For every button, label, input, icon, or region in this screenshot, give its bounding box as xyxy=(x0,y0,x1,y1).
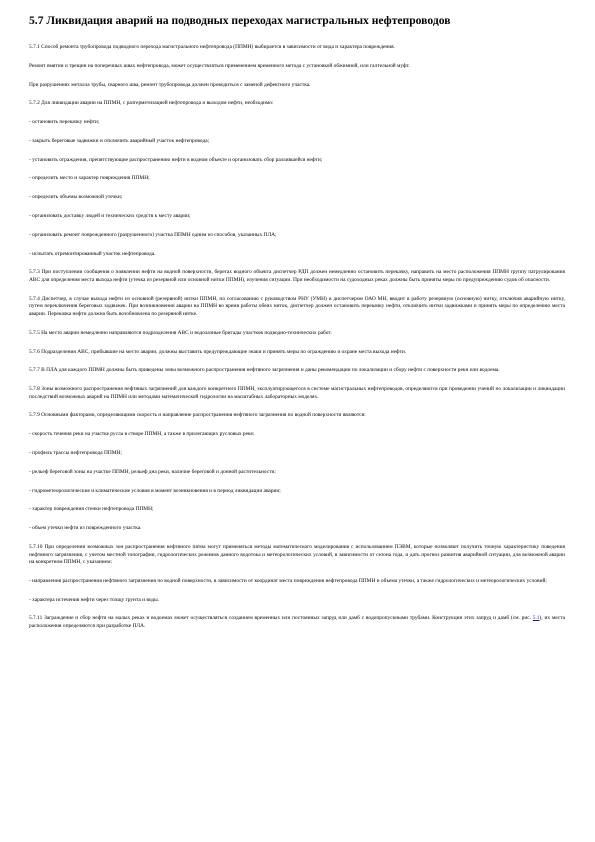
figure-5-1-link[interactable]: 5.1 xyxy=(532,615,540,622)
list-item: - характер повреждения стенки нефтепровода ППМН; xyxy=(29,506,154,513)
list-item: - определить место и характер повреждения ППМН; xyxy=(29,175,150,182)
list-item: - закрыть береговые задвижки и отключить аварийный участок нефтепровода; xyxy=(29,137,210,144)
paragraph-pipe-rupture: При разрушениях металла трубы, сварного шва, ремонт трубопровода должен проводиться с заменой дефектного участка. xyxy=(29,81,311,88)
paragraph-5-7-8: 5.7.8 Зоны возможного распространения нефтяных загрязнений для каждого конкретного ППМН, эксплуатирующегося в системе магистральных нефтепроводов, определяются при проведении учений по локализации и ликвидации последствий возможных аварий на ППМН или методами математической гидрологии на масштабных лабораторных моделях. xyxy=(29,386,565,400)
paragraph-5-7-10: 5.7.10 При определении возможных зон распространения нефтяного пятна могут применяться методы математического моделирования с использованием ПЭВМ, которые позволяют получить точную характеристику поведения нефтяного загрязнения, с учетом местной топографии, гидрологических режимов данного водотока и метеорологических условий, в зависимости от сезона года, и дать прогноз развития аварийной ситуации, для возможной аварии на конкретном ППМН, с указанием: xyxy=(29,543,565,566)
list-item: - определить объемы возможной утечки; xyxy=(29,194,123,201)
list-item: - скорость течения реки на участке русла в створе ППМН, а также в прилегающих русловых реке; xyxy=(29,431,255,438)
paragraph-5-7-6: 5.7.6 Подразделения АВС, прибывшие на место аварии, должны выставить предупреждающие знаки и принять меры по ограждению и охране места выхода нефти. xyxy=(29,348,407,355)
list-item: - объем утечки нефти из поврежденного участка. xyxy=(29,525,142,532)
list-item: - гидрометеорологические и климатические условия в момент возникновения и в период ликвидации аварии; xyxy=(29,487,281,494)
list-item: - рельеф береговой зоны на участке ППМН, рельеф дна реки, наличие береговой и донной растительности; xyxy=(29,468,276,475)
paragraph-5-7-7: 5.7.7 В ПЛА для каждого ППМН должны быть приведены зоны возможного распространения нефтяного загрязнения и даны рекомендации по локализации и сбору нефти с поверхности реки или водоема. xyxy=(29,367,500,374)
paragraph-5-7-3: 5.7.3 При поступлении сообщения о появлении нефти на водной поверхности, берегах водного объекта диспетчер РДП должен немедленно остановить перекачку, направить на место расположения ППМН группу патрулирования АВС для определения места выхода нефти (утечка из резервной или основной нитки ППМН), изучения ситуации. При необходимости на судоходных реках должны быть приняты меры по предупреждению судов об опасности. xyxy=(29,269,565,283)
list-item: - характера истечения нефти через толщу грунта и воды. xyxy=(29,596,160,603)
section-title: 5.7 Ликвидация аварий на подводных переходах магистральных нефтепроводов xyxy=(29,14,451,27)
list-item: - направления распространения нефтяного загрязнения по водной поверхности, в зависимости от координат места повреждения нефтепровода ППМН и объема утечки, а также гидрологических и метеорологических условий; xyxy=(29,577,547,584)
paragraph-5-7-11-tail: ), их места расположения определяются при разработке ПЛА. xyxy=(29,615,565,630)
paragraph-5-7-9: 5.7.9 Основными факторами, определяющими скорость и направление распространения нефтяного загрязнения по водной поверхности являются: xyxy=(29,412,366,419)
paragraph-5-7-5: 5.7.5 На место аварии немедленно направляются подразделения АВС и водолазные бригады участков подводно-технических работ. xyxy=(29,329,332,336)
paragraph-5-7-4: 5.7.4 Диспетчер, в случае выхода нефти из основной (резервной) нитки ППМН, по согласованию с руководством РНУ (УМН) и диспетчером ОАО МН, вводит в работу резервную (основную) нитку, отключив аварийную нитку, путем переключения береговых задвижек. При возникновении аварии на ППМН во время работы обеих ниток, диспетчер должен остановить перекачку нефти, отключить нитки задвижками и принять меры по определению места аварии. Перекачка нефти должна быть возобновлена по резервной нитке. xyxy=(29,295,565,317)
list-item: - установить ограждения, препятствующие распространению нефти в водном объекте и организовать сбор разлившейся нефти; xyxy=(29,156,323,163)
paragraph-5-7-11-text: 5.7.11 Заграждение и сбор нефти на малых реках и водоемах может осуществляться созданием временных или постоянных запруд или дамб с водопропускными трубами. Конструкции этих запруд и дамб (см. рис. xyxy=(29,615,533,622)
list-item: - остановить перекачку нефти; xyxy=(29,119,100,126)
list-item: - испытать отремонтированный участок нефтепровода. xyxy=(29,250,156,257)
list-item: - организовать ремонт поврежденного (разрушенного) участка ППМН одним из способов, указанных ПЛА; xyxy=(29,231,277,238)
paragraph-repair-dents: Ремонт вмятин и трещин на поперечных швах нефтепровода, может осуществляться применением временного метода с установкой обжимной, или галтельной муфт. xyxy=(29,62,410,69)
paragraph-5-7-2: 5.7.2 Для ликвидации аварии на ППМН, с разгерметизацией нефтепровода и выходом нефти, необходимо: xyxy=(29,100,274,107)
list-item: - организовать доставку людей и технических средств к месту аварии; xyxy=(29,213,191,220)
paragraph-5-7-1: 5.7.1 Способ ремонта трубопровода подводного перехода магистрального нефтепровода (ППМН) выбирается в зависимости от вида и характера повреждения. xyxy=(29,44,395,50)
list-item: - профиль трассы нефтепровода ППМН; xyxy=(29,450,122,456)
paragraph-5-7-11 xyxy=(29,615,565,630)
